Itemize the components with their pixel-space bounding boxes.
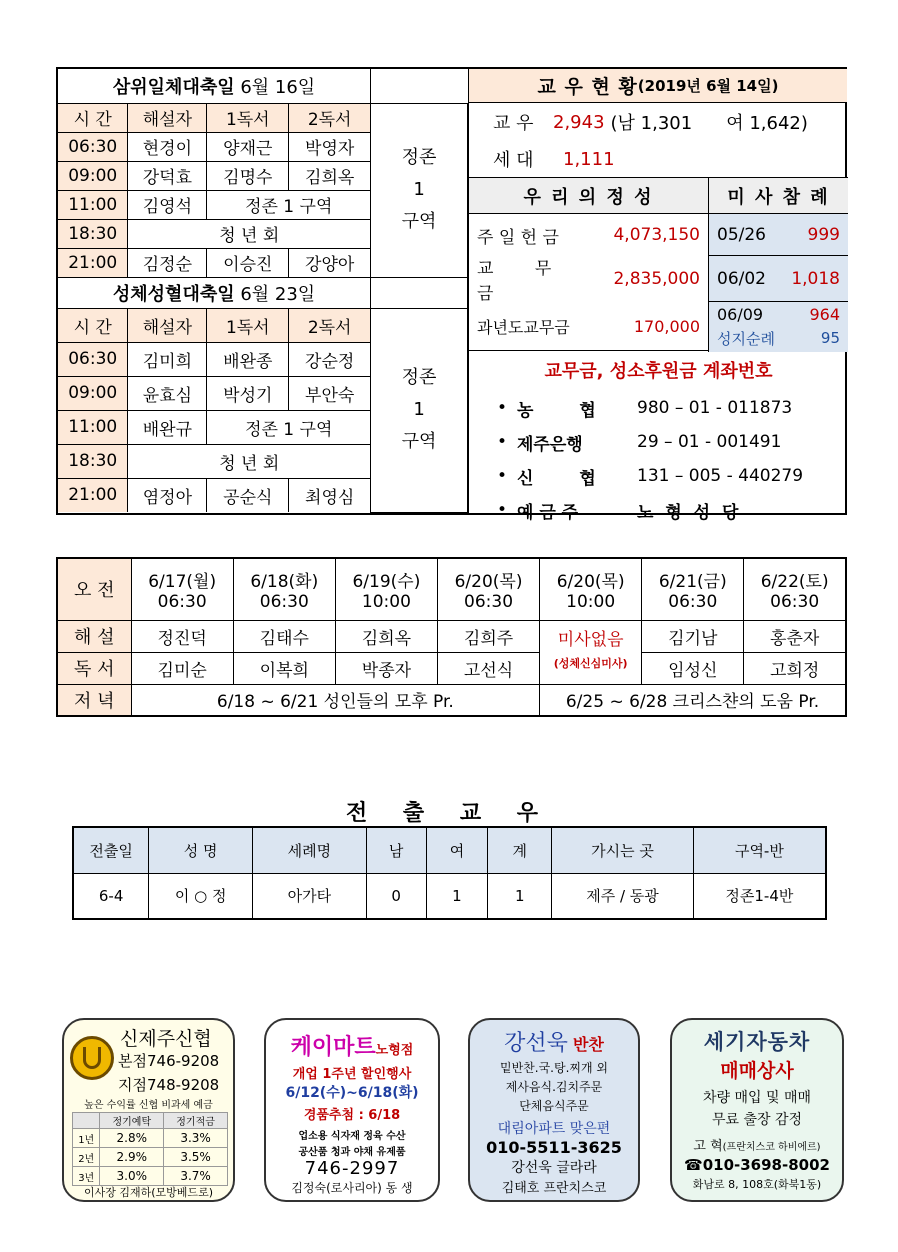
table-row: 해 설 정진덕 김태수 김희옥 김희주 미사없음 (성체신심미사) 김기남 홍춘자 xyxy=(57,620,846,652)
households-line: 세 대 1,111 xyxy=(493,148,615,171)
zone-label: 정존 1 구역 xyxy=(371,103,468,277)
accounts-box xyxy=(469,353,848,523)
account-holder: • 예 금 주 노 형 성 당 xyxy=(497,500,742,523)
offering-row: 과년도교무금 170,000 xyxy=(477,316,700,337)
table-row: 저 녁 6/18 ~ 6/21 성인들의 모후 Pr. 6/25 ~ 6/28 크리스챤의 도움 Pr. xyxy=(57,684,846,716)
ad-credit-union: 신제주신협 본점746-9208 지점748-9208 높은 수익률 신협 비과세 예금 정기예탁 정기적금 1년 2.8% 3.3% 2년 2.9% 3.5% 3년 3.0% 3.7% 이사장 김재하(모방베드로) xyxy=(62,1018,235,1202)
members-line: 교 우 2,943 (남 1,301 여 1,642) xyxy=(493,111,808,134)
departure-title: 전 출 교 우 xyxy=(346,801,552,826)
table-row: 6-4 이 ○ 정 아가타 0 1 1 제주 / 동광 정존1-4반 xyxy=(73,873,826,919)
header-commentator: 해설자 xyxy=(128,103,207,132)
account-row: • 농 협 980 – 01 - 011873 xyxy=(497,398,793,421)
table-row: 09:00 강덕효 김명수 김희옥 xyxy=(58,161,468,190)
accounts-title: 교무금, 성소후원금 계좌번호 xyxy=(544,361,773,382)
header-reading1: 1독서 xyxy=(207,103,289,132)
header-reading1: 1독서 xyxy=(207,308,289,342)
table-row: 18:30 청 년 회 xyxy=(58,219,468,248)
account-row: • 신 협 131 – 005 - 440279 xyxy=(497,466,804,489)
account-row: • 제주은행 29 – 01 - 001491 xyxy=(497,432,782,455)
ad-side-dish: 강선욱 반찬 밑반찬.국.탕.찌개 외 제사음식.김치주문 단체음식주문 대림아파트 맞은편 010-5511-3625 강선욱 글라라 김태호 프란치스코 xyxy=(468,1018,640,1202)
table-row: 06:30 현경이 양재근 박영자 xyxy=(58,132,468,161)
ad-car-dealer: 세기자동차 매매상사 차량 매입 및 매매 무료 출장 감정 고 혁(프란치스코 하비에르) ☎010-3698-8002 화남로 8, 108호(화북1동) xyxy=(670,1018,844,1202)
header-reading2: 2독서 xyxy=(289,308,371,342)
attendance-row: 05/26 999 xyxy=(709,214,848,256)
table-row: 21:00 염정아 공순식 최영심 xyxy=(58,478,468,512)
header-time: 시 간 xyxy=(58,308,128,342)
zone-label: 정존 1 구역 xyxy=(371,308,468,512)
status-title: 교 우 현 황 (2019년 6월 14일) xyxy=(469,69,847,103)
feast1-title: 삼위일체대축일 6월 16일 xyxy=(58,69,371,103)
ad-kmart: 케이마트노형점 개업 1주년 할인행사 6/12(수)~6/18(화) 경품추첨 : 6/18 업소용 식자재 정육 수산 공산품 청과 야채 유제품 746-2997 김정숙(로사리아) 동 생 xyxy=(264,1018,440,1202)
table-row: 11:00 김영석 정존 1 구역 xyxy=(58,190,468,219)
table-row: 독 서 김미순 이복희 박종자 고선식 임성신 고희정 xyxy=(57,652,846,684)
table-row: 21:00 김정순 이승진 강양아 xyxy=(58,248,468,277)
rate-table: 정기예탁 정기적금 1년 2.8% 3.3% 2년 2.9% 3.5% 3년 3.0% 3.7% xyxy=(72,1112,228,1186)
departure-table xyxy=(72,826,827,920)
pilgrim-row: 성지순례 95 xyxy=(717,329,840,348)
attendance-row: 06/09 964 xyxy=(717,304,840,324)
table-row: 06:30 김미희 배완종 강순정 xyxy=(58,342,468,376)
offering-row: 주 일 헌 금 4,073,150 xyxy=(477,225,700,248)
header-reading2: 2독서 xyxy=(289,103,371,132)
mass-assignment-table xyxy=(58,69,468,513)
credit-union-logo-icon xyxy=(70,1036,114,1080)
header-commentator: 해설자 xyxy=(128,308,207,342)
weekday-schedule-table xyxy=(56,557,847,717)
feast2-title: 성체성혈대축일 6월 23일 xyxy=(58,277,371,308)
status-panel xyxy=(468,69,847,523)
table-header: 전출일 성 명 세례명 남 여 계 가시는 곳 구역-반 xyxy=(73,827,826,873)
header-time: 시 간 xyxy=(58,103,128,132)
attendance-title: 미 사 참 례 xyxy=(709,178,848,214)
offering-title: 우 리 의 정 성 xyxy=(469,178,709,214)
table-row: 오 전 6/17(월) 06:30 6/18(화) 06:30 6/19(수) 10:00 6/20(목) 06:30 6/20(목) 10:00 6/21(금) 06:30 6/22(토) 06:30 xyxy=(57,558,846,620)
top-section xyxy=(56,67,847,523)
table-row: 09:00 윤효심 박성기 부안숙 xyxy=(58,376,468,410)
table-row: 11:00 배완규 정존 1 구역 xyxy=(58,410,468,444)
table-row: 18:30 청 년 회 xyxy=(58,444,468,478)
offering-row: 교 무 금 2,835,000 xyxy=(477,259,700,304)
attendance-row: 06/02 1,018 xyxy=(709,256,848,302)
